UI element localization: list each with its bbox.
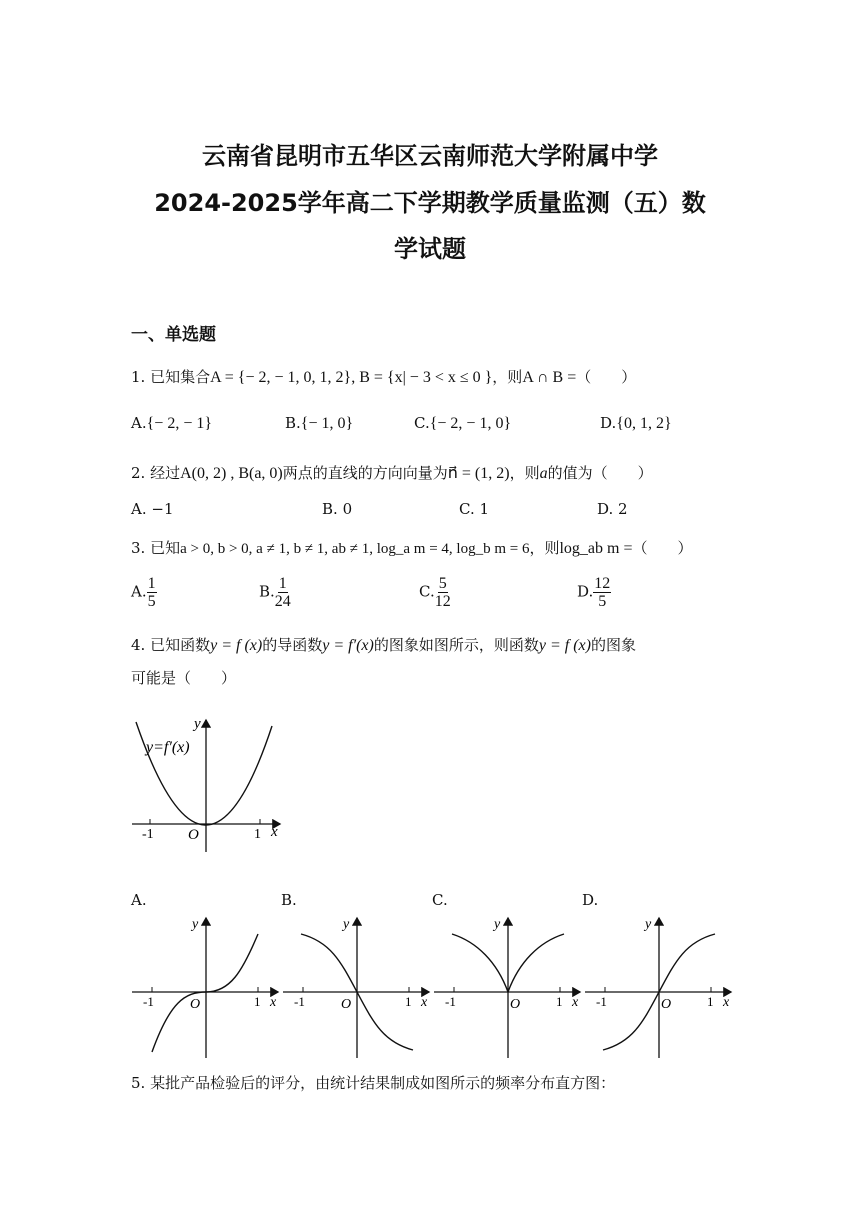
x-axis-label: x <box>723 995 730 1010</box>
q1-option-c[interactable] <box>414 414 511 433</box>
option-label: A. <box>131 582 147 601</box>
y-axis-label: y <box>645 917 652 932</box>
q4-option-c-label[interactable]: C. <box>432 891 448 909</box>
y-axis-label: y <box>343 917 350 932</box>
question-number: 3. <box>131 539 146 557</box>
title-line-3: 学试题 <box>394 235 466 263</box>
q1-option-a[interactable] <box>131 414 212 433</box>
numerator: 5 <box>438 575 447 592</box>
fraction <box>593 575 611 610</box>
q3-option-c[interactable] <box>419 575 451 610</box>
denominator: 5 <box>598 593 607 610</box>
numerator: 1 <box>147 575 156 592</box>
question-text: 两点的直线的方向向量为 <box>282 464 448 482</box>
option-label: D. <box>597 500 614 518</box>
answer-blank: （ ） <box>632 539 693 557</box>
option-label: B. <box>322 500 338 518</box>
q2-option-c[interactable] <box>459 500 489 518</box>
question-3 <box>131 537 693 558</box>
option-value: 0 <box>342 500 353 518</box>
question-2 <box>131 462 653 483</box>
section-heading: 一、单选题 <box>131 325 216 345</box>
origin-label: O <box>190 997 201 1012</box>
title-line-2: 2024-2025学年高二下学期教学质量监测（五）数 <box>154 189 706 217</box>
origin-label: O <box>510 997 521 1012</box>
math-expression: y = f′(x) <box>322 637 374 654</box>
q2-option-b[interactable] <box>322 500 352 518</box>
denominator: 5 <box>147 593 156 610</box>
derivative-curve <box>136 722 272 825</box>
option-label: D. <box>600 414 617 432</box>
option-label: A. <box>131 414 147 432</box>
q4-option-a-label[interactable]: A. <box>131 891 147 909</box>
question-text: 某批产品检验后的评分，由统计结果制成如图所示的频率分布直方图： <box>150 1074 616 1092</box>
math-expression: log_ab m = <box>559 540 633 557</box>
tick-label-left: -1 <box>596 994 607 1009</box>
q4-option-d-label[interactable]: D. <box>582 891 599 909</box>
title-line-1: 云南省昆明市五华区云南师范大学附属中学 <box>202 142 658 170</box>
q3-option-a[interactable] <box>131 575 157 610</box>
question-4-continued: 可能是（ ） <box>131 669 237 687</box>
curve-label: y=f′(x) <box>146 739 190 756</box>
q1-option-d[interactable] <box>600 414 672 433</box>
q2-option-d[interactable] <box>597 500 628 518</box>
question-text: 已知 <box>150 539 181 557</box>
option-label: C. <box>414 414 430 432</box>
math-expression: a > 0, b > 0, a ≠ 1, b ≠ 1, ab ≠ 1, log_a m = 4, log_b m = 6 <box>180 541 530 557</box>
derivative-graph <box>128 712 288 854</box>
q3-option-d[interactable] <box>577 575 611 610</box>
question-text: 已知函数 <box>150 636 211 654</box>
q4-option-b-label[interactable]: B. <box>281 891 297 909</box>
x-axis-label: x <box>271 824 278 840</box>
tick-label-right: 1 <box>405 994 412 1009</box>
tick-label-right: 1 <box>556 994 563 1009</box>
question-number: 1. <box>131 368 146 386</box>
option-value: 2 <box>618 500 628 518</box>
y-axis-label: y <box>192 917 199 932</box>
question-number: 2. <box>131 464 146 482</box>
option-value: {0, 1, 2} <box>616 415 672 432</box>
origin-label: O <box>188 827 199 843</box>
question-text: 已知集合 <box>150 368 211 386</box>
option-value: 1 <box>479 500 490 518</box>
question-text: ，则 <box>509 464 540 482</box>
question-text: 的图象如图所示，则函数 <box>373 636 539 654</box>
option-value: −1 <box>151 500 174 518</box>
option-label: B. <box>259 582 275 601</box>
question-number: 4. <box>131 636 146 654</box>
math-variable: a <box>539 465 548 482</box>
option-value: {− 2, − 1} <box>146 415 213 432</box>
question-text: ，则 <box>529 539 560 557</box>
math-expression: y = f (x) <box>210 637 263 654</box>
math-expression: A(0, 2) , B(a, 0) <box>180 465 283 482</box>
question-5 <box>131 1072 615 1093</box>
y-axis-label: y <box>494 917 501 932</box>
tick-label-left: -1 <box>143 994 154 1009</box>
denominator: 12 <box>434 593 451 610</box>
denominator: 24 <box>274 593 291 610</box>
fraction <box>275 575 291 610</box>
tick-label-right: 1 <box>254 994 261 1009</box>
option-value: {− 2, − 1, 0} <box>429 415 512 432</box>
fraction <box>435 575 451 610</box>
x-axis-label: x <box>270 995 277 1010</box>
tick-label-left: -1 <box>142 827 154 842</box>
tick-label-left: -1 <box>445 994 456 1009</box>
tick-label-left: -1 <box>294 994 305 1009</box>
q3-option-b[interactable] <box>259 575 291 610</box>
option-d-graph[interactable] <box>585 917 731 1058</box>
q1-option-b[interactable] <box>285 414 353 433</box>
option-label: C. <box>459 500 475 518</box>
answer-blank: （ ） <box>576 368 637 386</box>
origin-label: O <box>661 997 672 1012</box>
question-text: 的值为（ ） <box>547 464 653 482</box>
option-graphs <box>130 912 735 1060</box>
question-number: 5. <box>131 1074 146 1092</box>
origin-label: O <box>341 997 352 1012</box>
numerator: 1 <box>278 575 287 592</box>
option-a-curve <box>152 934 258 1052</box>
question-text: 的导函数 <box>262 636 323 654</box>
x-axis-label: x <box>421 995 428 1010</box>
question-4 <box>131 634 636 655</box>
math-expression: A ∩ B = <box>522 369 577 386</box>
question-text: ，则 <box>492 368 523 386</box>
tick-label-right: 1 <box>254 827 261 842</box>
x-axis-label: x <box>572 995 579 1010</box>
option-label: B. <box>285 414 301 432</box>
option-c-graph[interactable] <box>434 917 580 1058</box>
option-label: D. <box>577 582 594 601</box>
question-1 <box>131 366 636 387</box>
option-a-graph[interactable] <box>132 917 278 1058</box>
option-label: C. <box>419 582 435 601</box>
math-expression: y = f (x) <box>538 637 591 654</box>
option-b-graph[interactable] <box>283 917 429 1058</box>
numerator: 12 <box>594 575 611 592</box>
y-axis-label: y <box>194 716 201 732</box>
fraction <box>147 575 157 610</box>
q2-option-a[interactable] <box>131 500 174 518</box>
math-expression: A = {− 2, − 1, 0, 1, 2}, B = {x| − 3 < x ≤ 0 } <box>210 369 493 386</box>
math-expression: n⃗ = (1, 2) <box>447 465 510 482</box>
tick-label-right: 1 <box>707 994 714 1009</box>
question-text: 经过 <box>150 464 181 482</box>
question-text: 的图象 <box>590 636 636 654</box>
option-value: {− 1, 0} <box>300 415 354 432</box>
option-label: A. <box>131 500 147 518</box>
